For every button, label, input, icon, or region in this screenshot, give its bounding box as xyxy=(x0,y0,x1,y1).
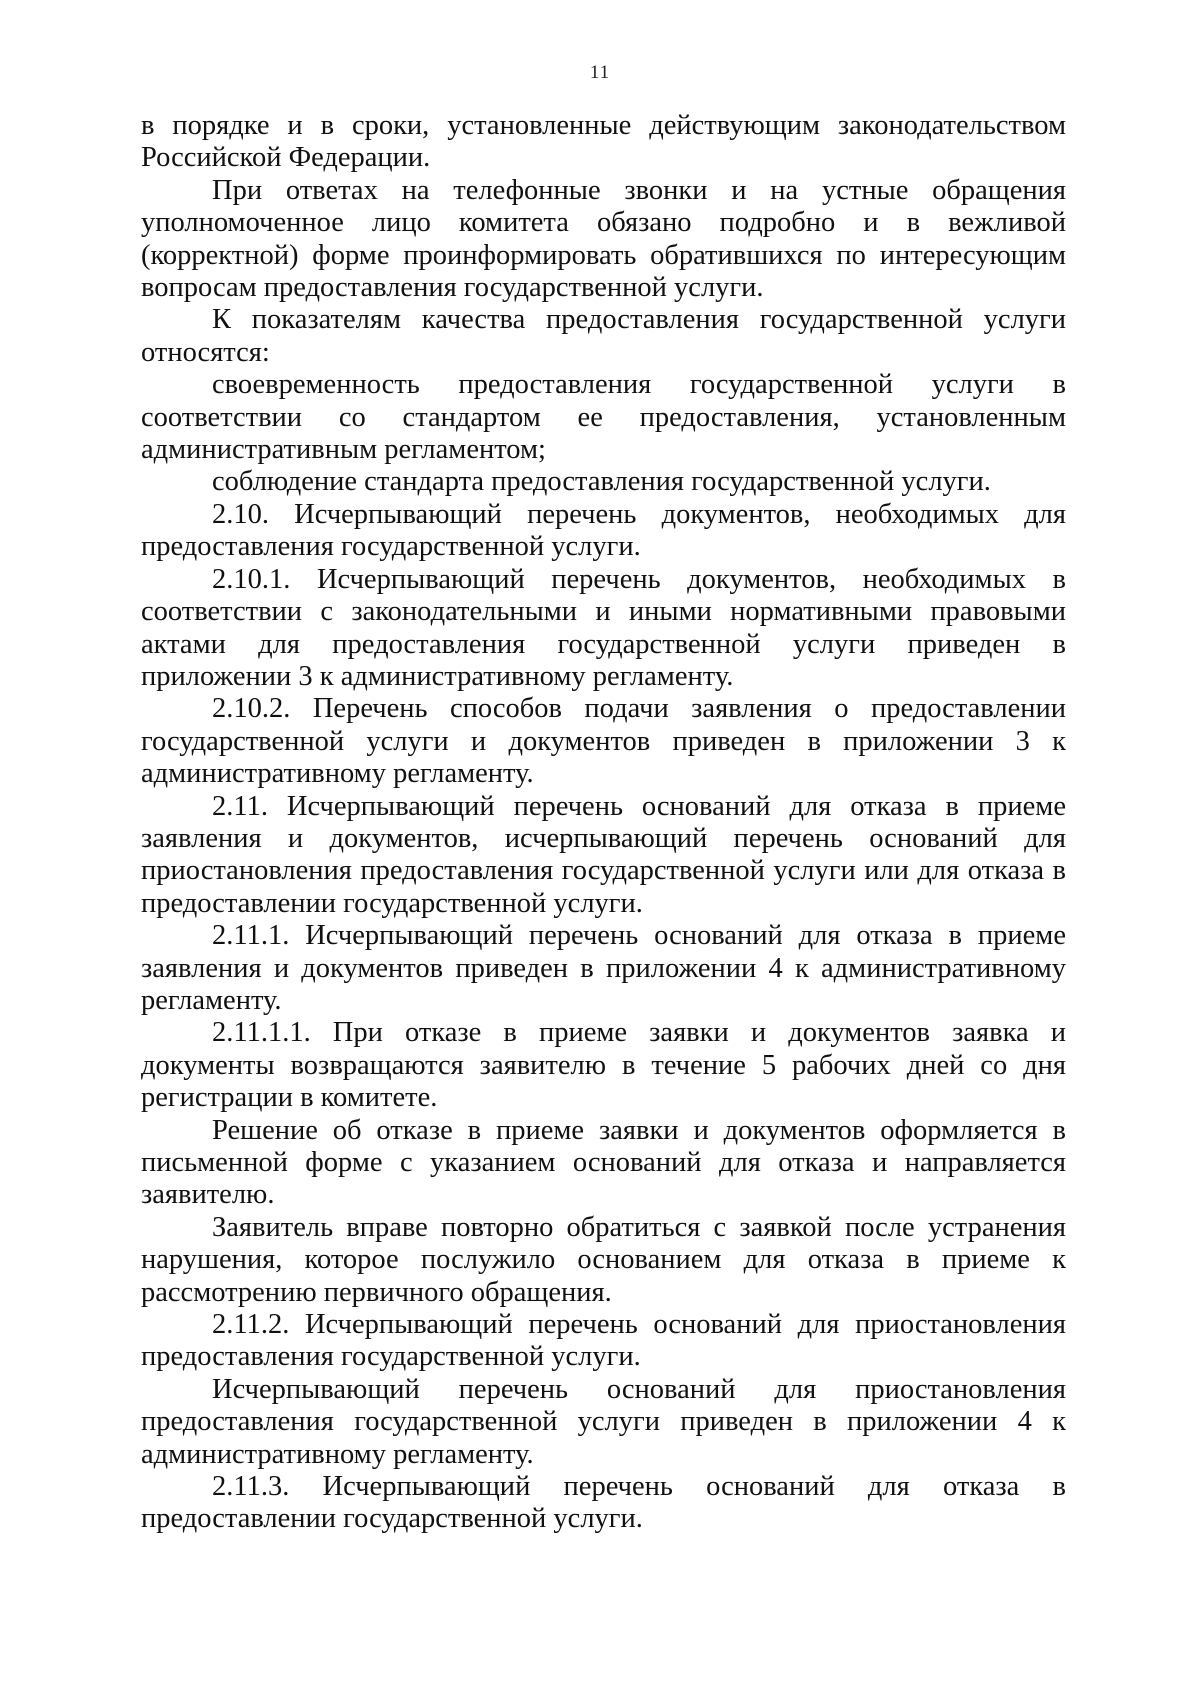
paragraph: соблюдение стандарта предоставления государственной услуги. xyxy=(212,466,991,498)
paragraph: Решение об отказе в приеме заявки и документов оформляется в письменной форме с указанием оснований для отказа и направляется заявителю. xyxy=(141,1114,1066,1211)
section-2-11-2: 2.11.2. Исчерпывающий перечень оснований для приостановления предоставления государственной услуги. xyxy=(141,1309,1066,1373)
paragraph: К показателям качества предоставления государственной услуги относятся: xyxy=(141,304,1066,368)
section-heading-2-10: 2.10. Исчерпывающий перечень документов, необходимых для предоставления государственной услуги. xyxy=(141,498,1066,563)
section-heading-2-11: 2.11. Исчерпывающий перечень оснований для отказа в приеме заявления и документов, исчерпывающий перечень оснований для приостановления предоставления государственной услуги или для отказа в предоставлении государственной услуги. xyxy=(141,790,1066,919)
paragraph: Исчерпывающий перечень оснований для приостановления предоставления государственной услуги приведен в приложении 4 к административному регламенту. xyxy=(141,1373,1066,1470)
document-body xyxy=(141,110,1066,1536)
section-2-10-2: 2.10.2. Перечень способов подачи заявления о предоставлении государственной услуги и документов приведен в приложении 3 к административному регламенту. xyxy=(141,693,1066,790)
section-2-10-1: 2.10.1. Исчерпывающий перечень документов, необходимых в соответствии с законодательными и иными нормативными правовыми актами для предоставления государственной услуги приведен в приложении 3 к административному регламенту. xyxy=(141,563,1066,692)
section-2-11-1: 2.11.1. Исчерпывающий перечень оснований для отказа в приеме заявления и документов приведен в приложении 4 к административному регламенту. xyxy=(141,920,1066,1016)
section-2-11-1-1: 2.11.1.1. При отказе в приеме заявки и документов заявка и документы возвращаются заявителю в течение 5 рабочих дней со дня регистрации в комитете. xyxy=(141,1017,1066,1114)
paragraph: своевременность предоставления государственной услуги в соответствии со стандартом ее предоставления, установленным административным регламентом; xyxy=(141,369,1066,466)
paragraph: Заявитель вправе повторно обратиться с заявкой после устранения нарушения, которое послужило основанием для отказа в приеме к рассмотрению первичного обращения. xyxy=(141,1211,1066,1308)
paragraph: При ответах на телефонные звонки и на устные обращения уполномоченное лицо комитета обязано подробно и в вежливой (корректной) форме проинформировать обратившихся по интересующим вопросам предоставления государственной услуги. xyxy=(141,174,1066,304)
page-number: 11 xyxy=(589,62,611,83)
paragraph: в порядке и в сроки, установленные действующим законодательством Российской Федерации. xyxy=(141,110,1066,174)
section-2-11-3: 2.11.3. Исчерпывающий перечень оснований для отказа в предоставлении государственной услуги. xyxy=(141,1471,1066,1535)
